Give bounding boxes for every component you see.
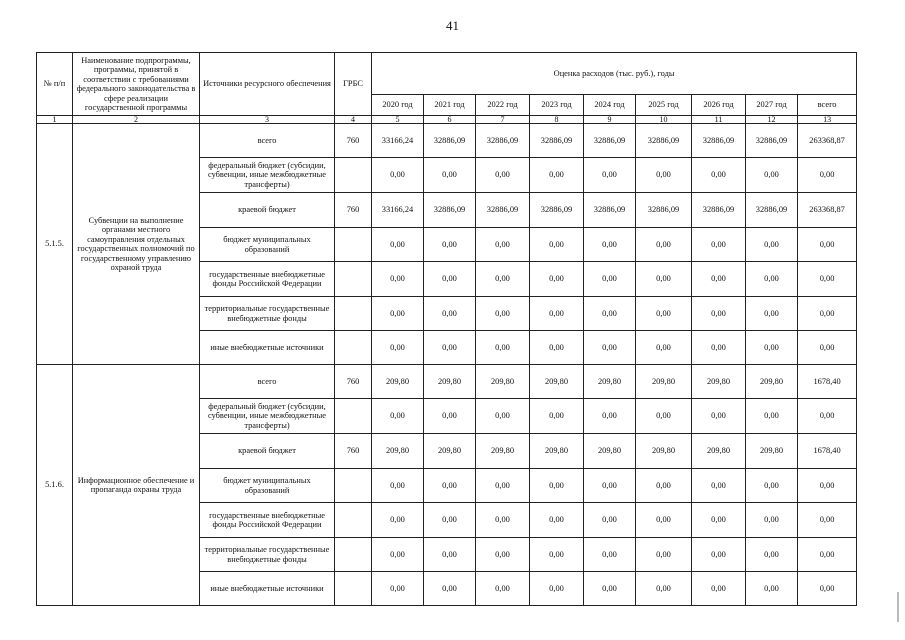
column-number: 7 <box>476 116 530 124</box>
column-number: 12 <box>746 116 798 124</box>
section-name: Информационное обеспечение и пропаганда охраны труда <box>73 365 200 606</box>
year-header: 2025 год <box>636 94 692 115</box>
expense-value: 0,00 <box>798 469 857 503</box>
expense-value: 32886,09 <box>636 193 692 228</box>
expense-value: 209,80 <box>692 365 746 399</box>
expense-value: 0,00 <box>584 297 636 331</box>
funding-source: всего <box>200 124 335 158</box>
year-header: 2023 год <box>530 94 584 115</box>
expense-value: 1678,40 <box>798 434 857 469</box>
grbs-code: 760 <box>335 193 372 228</box>
expense-value: 0,00 <box>584 331 636 365</box>
column-number: 10 <box>636 116 692 124</box>
expense-value: 0,00 <box>746 469 798 503</box>
expense-value: 0,00 <box>636 572 692 606</box>
expense-value: 0,00 <box>584 228 636 262</box>
expense-value: 0,00 <box>746 158 798 193</box>
expense-value: 0,00 <box>530 158 584 193</box>
expense-value: 0,00 <box>746 262 798 297</box>
expense-value: 0,00 <box>746 538 798 572</box>
year-header: 2027 год <box>746 94 798 115</box>
year-header: 2022 год <box>476 94 530 115</box>
section-code: 5.1.5. <box>37 124 73 365</box>
expense-value: 0,00 <box>746 572 798 606</box>
expense-value: 0,00 <box>530 538 584 572</box>
funding-source: территориальные государственные внебюджетные фонды <box>200 297 335 331</box>
expense-value: 0,00 <box>476 572 530 606</box>
expense-value: 0,00 <box>798 262 857 297</box>
funding-source: государственные внебюджетные фонды Российской Федерации <box>200 503 335 538</box>
expense-value: 209,80 <box>636 434 692 469</box>
grbs-code: 760 <box>335 124 372 158</box>
expense-value: 0,00 <box>476 297 530 331</box>
funding-source: иные внебюджетные источники <box>200 572 335 606</box>
expense-value: 0,00 <box>530 297 584 331</box>
table-row <box>37 365 857 399</box>
expense-value: 0,00 <box>372 572 424 606</box>
expense-value: 0,00 <box>584 503 636 538</box>
expense-value: 32886,09 <box>584 193 636 228</box>
header-grbs: ГРБС <box>335 53 372 116</box>
expense-value: 0,00 <box>636 262 692 297</box>
expense-value: 0,00 <box>636 399 692 434</box>
section-name: Субвенции на выполнение органами местного самоуправления отдельных государственных полномочий по государственному управлению охраной труда <box>73 124 200 365</box>
budget-table <box>36 52 857 606</box>
expense-value: 0,00 <box>692 572 746 606</box>
expense-value: 0,00 <box>372 469 424 503</box>
expense-value: 32886,09 <box>424 193 476 228</box>
funding-source: краевой бюджет <box>200 193 335 228</box>
expense-value: 209,80 <box>424 434 476 469</box>
expense-value: 0,00 <box>584 158 636 193</box>
expense-value: 0,00 <box>372 538 424 572</box>
expense-value: 0,00 <box>372 331 424 365</box>
expense-value: 0,00 <box>372 262 424 297</box>
column-number: 2 <box>73 116 200 124</box>
expense-value: 32886,09 <box>692 193 746 228</box>
grbs-code <box>335 297 372 331</box>
expense-value: 0,00 <box>476 469 530 503</box>
expense-value: 209,80 <box>476 365 530 399</box>
expense-value: 0,00 <box>584 469 636 503</box>
column-numbers-row <box>37 116 857 124</box>
column-number: 9 <box>584 116 636 124</box>
expense-value: 0,00 <box>424 158 476 193</box>
expense-value: 209,80 <box>476 434 530 469</box>
expense-value: 0,00 <box>746 297 798 331</box>
expense-value: 0,00 <box>692 262 746 297</box>
expense-value: 0,00 <box>530 503 584 538</box>
column-number: 1 <box>37 116 73 124</box>
expense-value: 0,00 <box>424 331 476 365</box>
expense-value: 0,00 <box>424 228 476 262</box>
expense-value: 0,00 <box>746 503 798 538</box>
page-number: 41 <box>446 18 459 33</box>
expense-value: 0,00 <box>530 331 584 365</box>
expense-value: 0,00 <box>584 399 636 434</box>
grbs-code <box>335 503 372 538</box>
expense-value: 0,00 <box>476 399 530 434</box>
expense-value: 0,00 <box>746 399 798 434</box>
header-source: Источники ресурсного обеспечения <box>200 53 335 116</box>
table-body <box>37 124 857 606</box>
expense-value: 209,80 <box>746 365 798 399</box>
expense-value: 0,00 <box>372 297 424 331</box>
expense-value: 0,00 <box>636 331 692 365</box>
expense-value: 32886,09 <box>476 193 530 228</box>
grbs-code <box>335 572 372 606</box>
expense-value: 0,00 <box>530 262 584 297</box>
expense-value: 0,00 <box>798 228 857 262</box>
funding-source: федеральный бюджет (субсидии, субвенции, иные межбюджетные трансферты) <box>200 158 335 193</box>
expense-value: 0,00 <box>692 399 746 434</box>
expense-value: 0,00 <box>798 297 857 331</box>
grbs-code: 760 <box>335 365 372 399</box>
grbs-code <box>335 158 372 193</box>
expense-value: 0,00 <box>530 399 584 434</box>
expense-value: 209,80 <box>584 365 636 399</box>
column-number: 13 <box>798 116 857 124</box>
expense-value: 0,00 <box>798 158 857 193</box>
expense-value: 32886,09 <box>476 124 530 158</box>
expense-value: 33166,24 <box>372 193 424 228</box>
grbs-code <box>335 331 372 365</box>
grbs-code <box>335 262 372 297</box>
expense-value: 32886,09 <box>746 124 798 158</box>
year-header: 2024 год <box>584 94 636 115</box>
expense-value: 32886,09 <box>636 124 692 158</box>
expense-value: 32886,09 <box>584 124 636 158</box>
year-header: 2026 год <box>692 94 746 115</box>
year-header: всего <box>798 94 857 115</box>
funding-source: федеральный бюджет (субсидии, субвенции, иные межбюджетные трансферты) <box>200 399 335 434</box>
expense-value: 0,00 <box>798 503 857 538</box>
expense-value: 0,00 <box>476 228 530 262</box>
expense-value: 0,00 <box>424 503 476 538</box>
expense-value: 209,80 <box>746 434 798 469</box>
expense-value: 0,00 <box>692 503 746 538</box>
expense-value: 0,00 <box>636 503 692 538</box>
expense-value: 0,00 <box>424 399 476 434</box>
header-estimate: Оценка расходов (тыс. руб.), годы <box>372 53 857 95</box>
expense-value: 209,80 <box>530 365 584 399</box>
header-name: Наименование подпрограммы, программы, принятой в соответствии с требованиями федерального законодательства в сфере реализации государственной программы <box>73 53 200 116</box>
expense-value: 0,00 <box>476 262 530 297</box>
expense-value: 0,00 <box>692 297 746 331</box>
expense-value: 32886,09 <box>692 124 746 158</box>
grbs-code <box>335 228 372 262</box>
expense-value: 209,80 <box>424 365 476 399</box>
expense-value: 263368,87 <box>798 124 857 158</box>
expense-value: 32886,09 <box>424 124 476 158</box>
expense-value: 0,00 <box>372 399 424 434</box>
expense-value: 0,00 <box>746 331 798 365</box>
expense-value: 0,00 <box>636 158 692 193</box>
expense-value: 0,00 <box>798 331 857 365</box>
expense-value: 0,00 <box>584 262 636 297</box>
column-number: 4 <box>335 116 372 124</box>
expense-value: 0,00 <box>636 538 692 572</box>
expense-value: 209,80 <box>584 434 636 469</box>
expense-value: 0,00 <box>476 538 530 572</box>
expense-value: 0,00 <box>372 503 424 538</box>
expense-value: 0,00 <box>798 572 857 606</box>
section-code: 5.1.6. <box>37 365 73 606</box>
grbs-code <box>335 469 372 503</box>
expense-value: 33166,24 <box>372 124 424 158</box>
expense-value: 0,00 <box>798 399 857 434</box>
scan-edge-mark <box>897 592 899 622</box>
funding-source: иные внебюджетные источники <box>200 331 335 365</box>
expense-value: 0,00 <box>584 538 636 572</box>
funding-source: бюджет муниципальных образований <box>200 228 335 262</box>
column-number: 11 <box>692 116 746 124</box>
expense-value: 0,00 <box>424 297 476 331</box>
expense-value: 209,80 <box>636 365 692 399</box>
grbs-code <box>335 538 372 572</box>
grbs-code <box>335 399 372 434</box>
column-number: 6 <box>424 116 476 124</box>
expense-value: 32886,09 <box>530 193 584 228</box>
column-number: 8 <box>530 116 584 124</box>
expense-value: 0,00 <box>584 572 636 606</box>
expense-value: 0,00 <box>692 469 746 503</box>
expense-value: 0,00 <box>530 469 584 503</box>
expense-value: 0,00 <box>424 538 476 572</box>
expense-value: 0,00 <box>636 469 692 503</box>
expense-value: 263368,87 <box>798 193 857 228</box>
year-header: 2021 год <box>424 94 476 115</box>
expense-value: 0,00 <box>636 228 692 262</box>
funding-source: всего <box>200 365 335 399</box>
expense-value: 209,80 <box>372 365 424 399</box>
funding-source: государственные внебюджетные фонды Российской Федерации <box>200 262 335 297</box>
table-header <box>37 53 857 124</box>
grbs-code: 760 <box>335 434 372 469</box>
expense-value: 0,00 <box>692 538 746 572</box>
expense-value: 0,00 <box>798 538 857 572</box>
expense-value: 0,00 <box>372 158 424 193</box>
expense-value: 32886,09 <box>530 124 584 158</box>
funding-source: территориальные государственные внебюджетные фонды <box>200 538 335 572</box>
funding-source: краевой бюджет <box>200 434 335 469</box>
expense-value: 209,80 <box>692 434 746 469</box>
expense-value: 0,00 <box>424 262 476 297</box>
expense-value: 32886,09 <box>746 193 798 228</box>
expense-value: 209,80 <box>372 434 424 469</box>
year-header: 2020 год <box>372 94 424 115</box>
expense-value: 0,00 <box>692 158 746 193</box>
expense-value: 209,80 <box>530 434 584 469</box>
expense-value: 0,00 <box>530 228 584 262</box>
column-number: 3 <box>200 116 335 124</box>
expense-value: 0,00 <box>636 297 692 331</box>
expense-value: 1678,40 <box>798 365 857 399</box>
expense-value: 0,00 <box>692 228 746 262</box>
expense-value: 0,00 <box>372 228 424 262</box>
table-row <box>37 124 857 158</box>
header-num: № п/п <box>37 53 73 116</box>
expense-value: 0,00 <box>476 158 530 193</box>
expense-value: 0,00 <box>746 228 798 262</box>
expense-value: 0,00 <box>476 503 530 538</box>
expense-value: 0,00 <box>424 469 476 503</box>
expense-value: 0,00 <box>692 331 746 365</box>
expense-value: 0,00 <box>476 331 530 365</box>
column-number: 5 <box>372 116 424 124</box>
expense-value: 0,00 <box>530 572 584 606</box>
funding-source: бюджет муниципальных образований <box>200 469 335 503</box>
expense-value: 0,00 <box>424 572 476 606</box>
